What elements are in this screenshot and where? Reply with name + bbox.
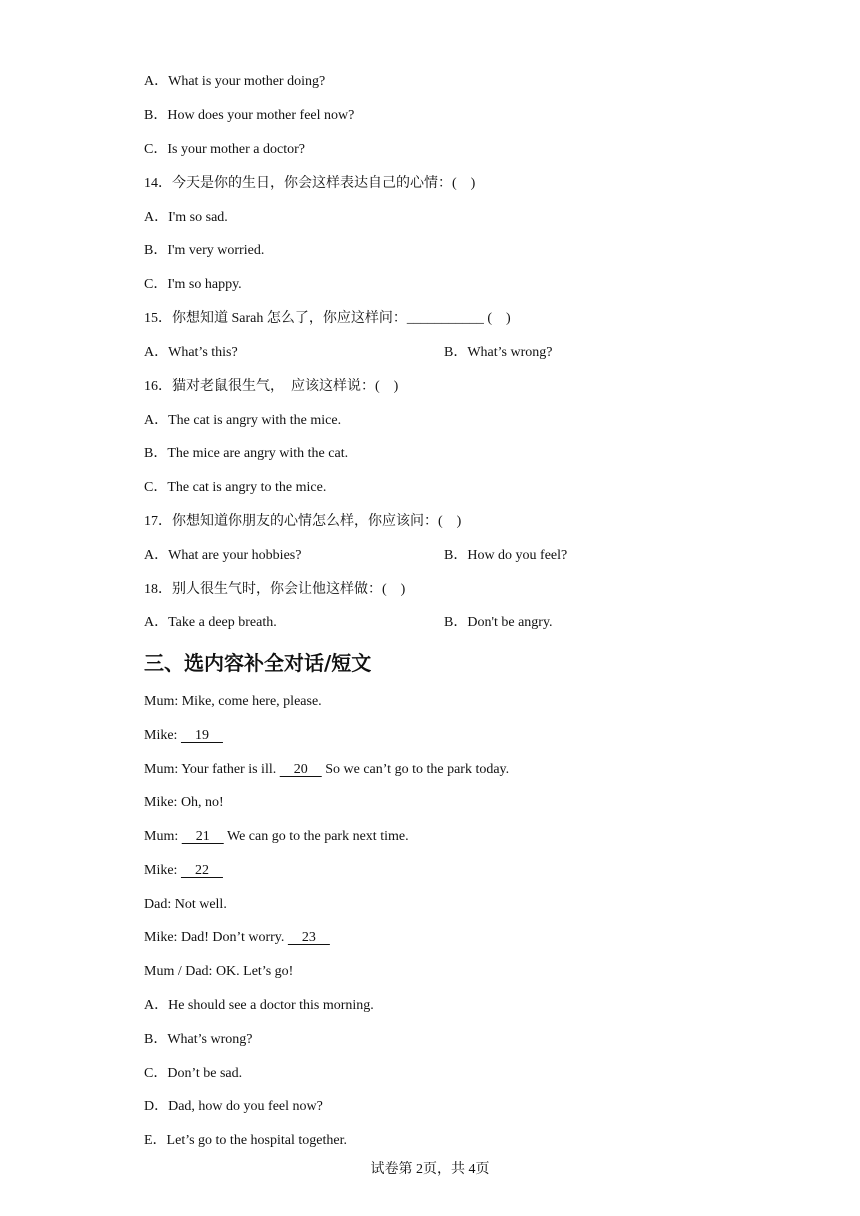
q13-option-c: C．Is your mother a doctor? (144, 142, 305, 157)
choice-e: E．Let’s go to the hospital together. (144, 1133, 347, 1148)
dialogue-line-4: Mike: Oh, no! (144, 795, 224, 810)
blank-22[interactable]: 22 (180, 863, 223, 878)
dialogue-line-8 (144, 928, 330, 948)
choice-d: D．Dad, how do you feel now? (144, 1099, 323, 1114)
q16-option-a: A．The cat is angry with the mice. (144, 413, 342, 428)
page-footer: 试卷第 2页，共 4页 (370, 1162, 490, 1177)
q18-stem: 18．别人很生气时，你会让他这样做：( ) (144, 582, 406, 597)
blank-23[interactable]: 23 (287, 930, 330, 945)
dialogue-line-3 (144, 760, 509, 780)
dialogue-text: So we can’t go to the park today. (321, 762, 510, 777)
q18-option-a: A．Take a deep breath. (144, 615, 277, 630)
q18-option-b: B．Don't be angry. (444, 615, 553, 630)
blank-21[interactable]: 21 (181, 829, 224, 844)
dialogue-line-2 (144, 726, 223, 746)
dialogue-line-6 (144, 861, 223, 881)
q14-option-a: A．I'm so sad. (144, 210, 228, 225)
dialogue-text: Mike: Dad! Don’t worry. (144, 930, 288, 945)
q15-stem: 15．你想知道 Sarah 怎么了，你应这样问：___________ ( ) (144, 311, 511, 326)
dialogue-line-5 (144, 827, 409, 847)
q15-option-b: B．What’s wrong? (444, 345, 553, 360)
choice-c: C．Don’t be sad. (144, 1066, 243, 1081)
q14-option-b: B．I'm very worried. (144, 243, 265, 258)
dialogue-text: We can go to the park next time. (223, 829, 409, 844)
q14-stem: 14．今天是你的生日，你会这样表达自己的心情：( ) (144, 176, 476, 191)
choice-a: A．He should see a doctor this morning. (144, 998, 374, 1013)
q14-option-c: C．I'm so happy. (144, 277, 242, 292)
q13-option-b: B．How does your mother feel now? (144, 108, 355, 123)
q17-option-b: B．How do you feel? (444, 548, 568, 563)
q16-option-c: C．The cat is angry to the mice. (144, 480, 327, 495)
dialogue-line-7: Dad: Not well. (144, 897, 227, 912)
q17-option-a: A．What are your hobbies? (144, 548, 302, 563)
q17-stem: 17．你想知道你朋友的心情怎么样，你应该问：( ) (144, 514, 462, 529)
speaker-label: Mum: (144, 829, 182, 844)
dialogue-line-1: Mum: Mike, come here, please. (144, 694, 322, 709)
speaker-label: Mike: (144, 728, 181, 743)
dialogue-text: Mum: Your father is ill. (144, 762, 280, 777)
blank-20[interactable]: 20 (279, 762, 322, 777)
q16-option-b: B．The mice are angry with the cat. (144, 446, 349, 461)
q16-stem: 16．猫对老鼠很生气， 应该这样说：( ) (144, 379, 399, 394)
speaker-label: Mike: (144, 863, 181, 878)
dialogue-line-9: Mum / Dad: OK. Let’s go! (144, 964, 294, 979)
choice-b: B．What’s wrong? (144, 1032, 253, 1047)
q13-option-a: A．What is your mother doing? (144, 74, 326, 89)
section-title: 三、选内容补全对话/短文 (144, 651, 372, 675)
blank-19[interactable]: 19 (180, 728, 223, 743)
q15-option-a: A．What’s this? (144, 345, 238, 360)
